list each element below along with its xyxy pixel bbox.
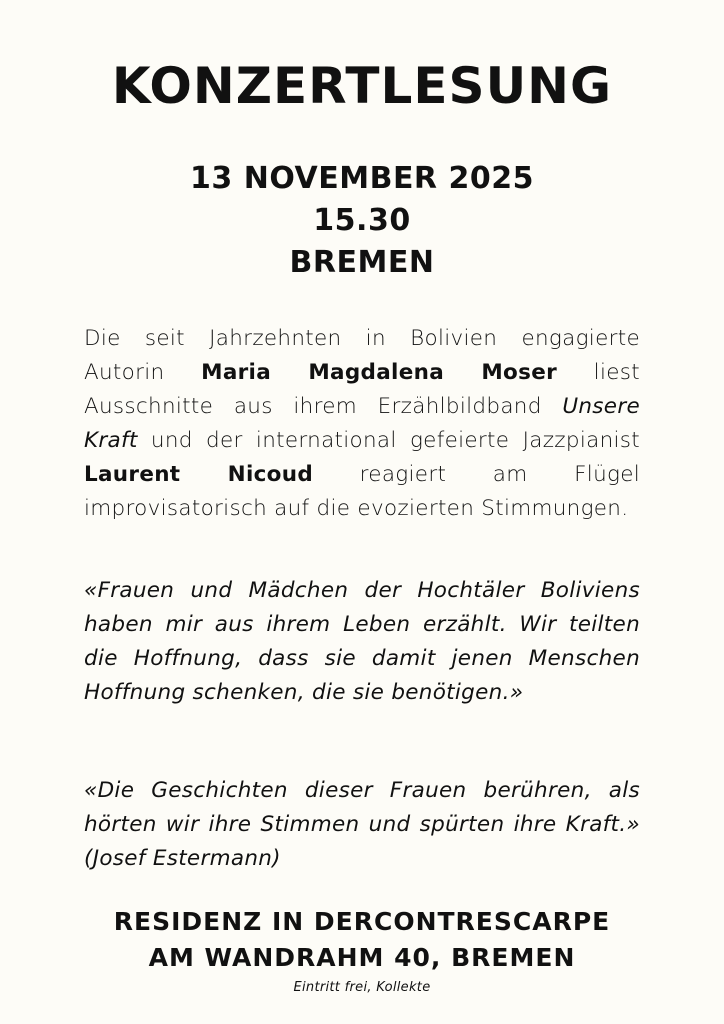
venue-address xyxy=(0,904,724,976)
book-title: Unsere Kraft xyxy=(84,394,640,453)
pianist-name: Laurent Nicoud xyxy=(84,462,314,487)
description-text-2: liest Ausschnitte aus ihrem Erzählbildband xyxy=(84,360,640,419)
description-text-3: und der international gefeierte Jazzpianist xyxy=(137,428,640,453)
admission-note: Eintritt frei, Kollekte xyxy=(293,980,431,995)
description-text-4: reagiert am Flügel improvisatorisch auf die evozierten Stimmungen. xyxy=(84,462,640,521)
author-quote: «Frauen und Mädchen der Hochtäler Boliviens haben mir aus ihrem Leben erzählt. Wir teilten die Hoffnung, dass sie damit jenen Menschen Hoffnung schenken, die sie benötigen.» xyxy=(84,578,640,705)
description-text-1: Die seit Jahrzehnten in Bolivien engagierte Autorin xyxy=(84,326,640,385)
event-description xyxy=(84,322,640,526)
venue-name: RESIDENZ IN DERCONTRESCARPE xyxy=(113,907,611,936)
event-info xyxy=(0,158,724,284)
event-city: BREMEN xyxy=(289,245,435,280)
event-time: 15.30 xyxy=(313,203,411,238)
estermann-quote: «Die Geschichten dieser Frauen berühren, als hörten wir ihre Stimmen und spürten ihre Kraft.» (Josef Estermann) xyxy=(84,778,640,871)
venue-street: AM WANDRAHM 40, BREMEN xyxy=(148,943,576,972)
page-title: KONZERTLESUNG xyxy=(111,57,613,115)
event-date: 13 NOVEMBER 2025 xyxy=(190,161,534,196)
author-name: Maria Magdalena Moser xyxy=(201,360,557,385)
